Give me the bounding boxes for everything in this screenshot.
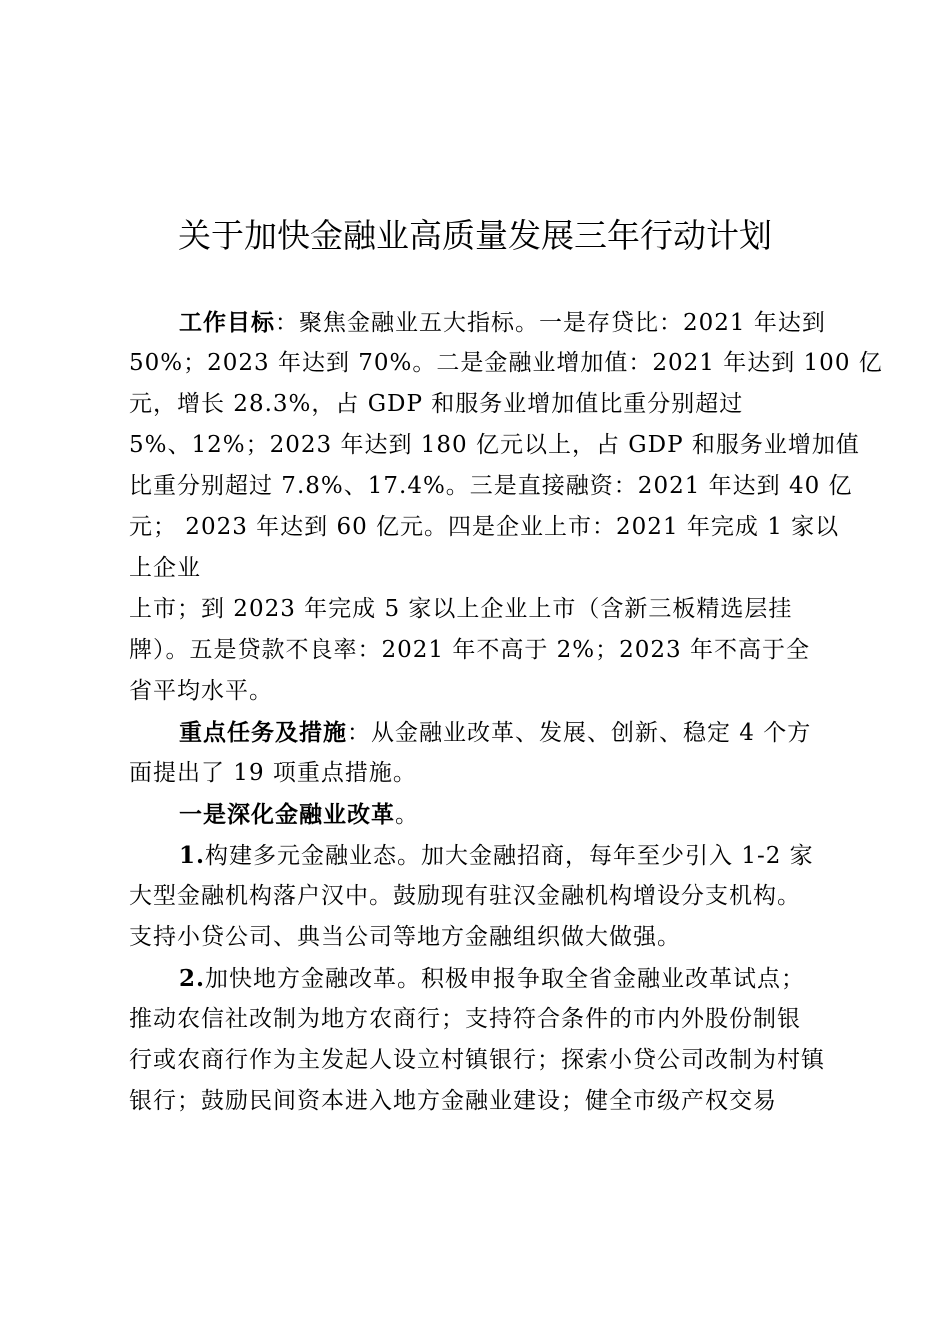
- text-line: [129, 835, 849, 876]
- text-line: [129, 712, 849, 753]
- section-one-heading: [129, 794, 849, 835]
- item-2-number: 2.: [179, 965, 206, 992]
- text-line: 元； 2023 年达到 60 亿元。四是企业上市：2021 年完成 1 家以: [129, 514, 840, 540]
- text-line: 5%、12%；2023 年达到 180 亿元以上，占 GDP 和服务业增加值: [129, 432, 860, 458]
- text-line: [129, 794, 849, 835]
- document-body: [129, 302, 883, 1122]
- text-line: [129, 302, 849, 343]
- item-1-paragraph: [129, 835, 849, 958]
- text-line: 比重分别超过 7.8%、17.4%。三是直接融资：2021 年达到 40 亿: [129, 473, 853, 499]
- text-line: 面提出了 19 项重点措施。: [129, 760, 417, 786]
- text-line: 50%；2023 年达到 70%。二是金融业增加值：2021 年达到 100 亿: [129, 350, 883, 376]
- text-line: 大型金融机构落户汉中。鼓励现有驻汉金融机构增设分支机构。: [129, 883, 801, 909]
- item-2-paragraph: [129, 958, 849, 1122]
- text-run: 。: [395, 802, 419, 828]
- text-line: 上企业: [129, 555, 201, 581]
- text-run: 加快地方金融改革。积极申报争取全省金融业改革试点；: [205, 966, 806, 992]
- text-run: ：聚焦金融业五大指标。一是存贷比：2021 年达到: [275, 310, 826, 336]
- document-title: 关于加快金融业高质量发展三年行动计划: [178, 216, 772, 255]
- text-line: 上市；到 2023 年完成 5 家以上企业上市（含新三板精选层挂: [129, 596, 793, 622]
- text-line: 元，增长 28.3%，占 GDP 和服务业增加值比重分别超过: [129, 391, 744, 417]
- item-1-number: 1.: [179, 842, 206, 869]
- key-tasks-paragraph: [129, 712, 849, 794]
- text-line: [129, 958, 849, 999]
- text-line: 推动农信社改制为地方农商行；支持符合条件的市内外股份制银: [129, 1006, 801, 1032]
- section-one-title: 一是深化金融业改革: [179, 801, 395, 828]
- text-line: 牌）。五是贷款不良率：2021 年不高于 2%；2023 年不高于全: [129, 637, 810, 663]
- text-run: 构建多元金融业态。加大金融招商，每年至少引入 1-2 家: [205, 843, 814, 869]
- key-tasks-label: 重点任务及措施: [179, 719, 347, 746]
- text-line: 行或农商行作为主发起人设立村镇银行；探索小贷公司改制为村镇: [129, 1047, 825, 1073]
- text-run: ：从金融业改革、发展、创新、稳定 4 个方: [347, 720, 812, 746]
- work-goal-label: 工作目标: [179, 309, 275, 336]
- text-line: 银行；鼓励民间资本进入地方金融业建设；健全市级产权交易: [129, 1088, 777, 1114]
- work-goal-paragraph: [129, 302, 883, 712]
- text-line: 支持小贷公司、典当公司等地方金融组织做大做强。: [129, 924, 681, 950]
- text-line: 省平均水平。: [129, 678, 273, 704]
